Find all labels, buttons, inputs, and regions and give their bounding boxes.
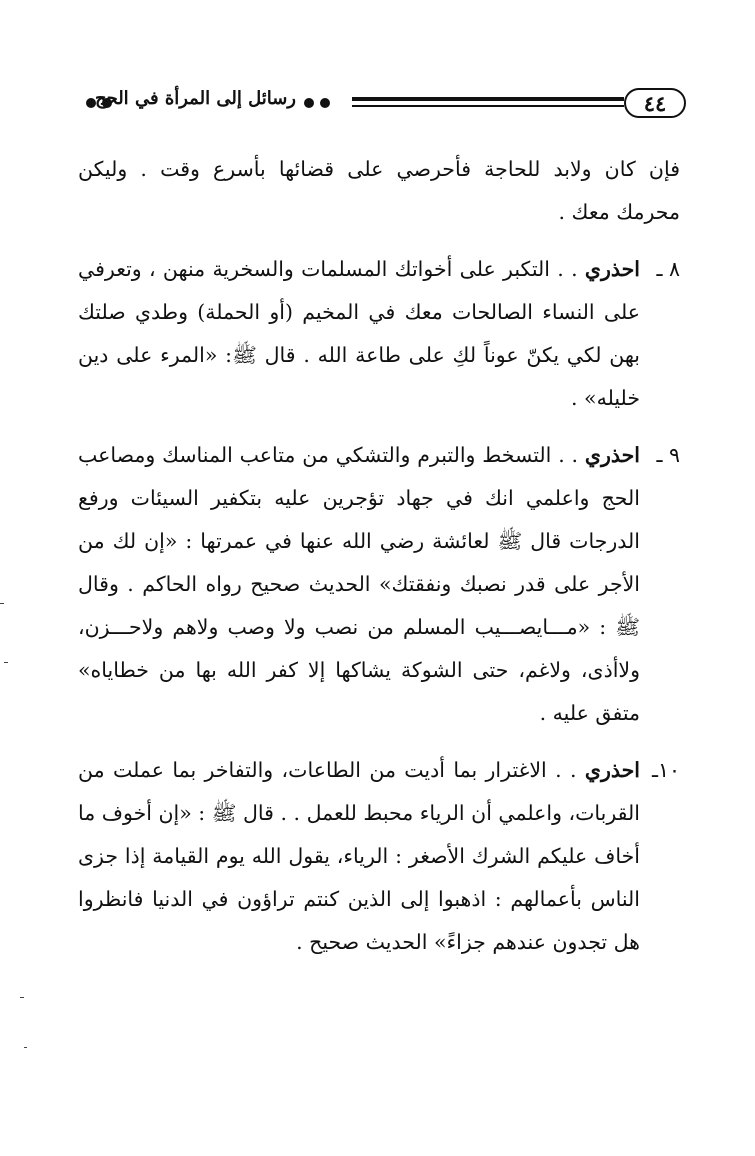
intro-paragraph: فإن كان ولابد للحاجة فأحرصي على قضائها بأسرع وقت . وليكن محرمك معك . bbox=[78, 157, 680, 224]
scan-mark bbox=[0, 603, 4, 604]
list-item-10 bbox=[78, 749, 680, 964]
scan-mark bbox=[20, 997, 24, 998]
item-body-text: . . التكبر على أخواتك المسلمات والسخرية منهن ، وتعرفي على النساء الصالحات معك في المخيم (أو الحملة) وطدي صلتك بهن لكي يكنّ عوناً لكِ على طاعة الله . قال ﷺ: «المرء على دين خليله» . bbox=[78, 257, 640, 410]
running-header bbox=[86, 86, 686, 126]
header-ornament-dots-right bbox=[304, 98, 330, 108]
item-lead: احذري bbox=[584, 443, 640, 467]
list-item-8 bbox=[78, 248, 680, 420]
page-number: ٤٤ bbox=[624, 88, 686, 118]
header-rule bbox=[352, 97, 624, 109]
item-text bbox=[78, 248, 640, 420]
item-body-text: . . الاغترار بما أديت من الطاعات، والتفاخر بما عملت من القربات، واعلمي أن الرياء محبط للعمل . . قال ﷺ : «إن أخوف ما أخاف عليكم الشرك الأصغر : الرياء، يقول الله يوم القيامة إذا جزى الناس بأعمالهم : اذهبوا إلى الذين كنتم تراؤون في الدنيا فانظروا هل تجدون عندهم جزاءً» الحديث صحيح . bbox=[78, 758, 640, 954]
scan-mark bbox=[4, 662, 8, 663]
item-lead: احذري bbox=[584, 257, 640, 281]
page-body bbox=[78, 148, 680, 978]
running-title: رسائل إلى المرأة في الحج bbox=[94, 88, 296, 109]
item-number: ١٠ـ bbox=[651, 758, 680, 782]
item-number: ٨ ـ bbox=[656, 257, 680, 281]
header-rule-thick-line bbox=[352, 97, 624, 101]
item-text bbox=[78, 434, 640, 735]
item-body-text: . . التسخط والتبرم والتشكي من متاعب المناسك ومصاعب الحج واعلمي انك في جهاد تؤجرين عليه بتكفير السيئات ورفع الدرجات قال ﷺ لعائشة رضي الله عنها في عمرتها : «إن لك من الأجر على قدر نصبك ونفقتك» الحديث صحيح رواه الحاكم . وقال ﷺ : «مـــايصـــيب المسلم من نصب ولا وصب ولاهم ولاحـــزن، ولاأذى، ولاغم، حتى الشوكة يشاكها إلا كفر الله بها من خطاياه» متفق عليه . bbox=[78, 443, 640, 725]
item-number: ٩ ـ bbox=[656, 443, 680, 467]
item-text bbox=[78, 749, 640, 964]
list-item-9 bbox=[78, 434, 680, 735]
header-rule-thin-line bbox=[352, 105, 624, 107]
item-lead: احذري bbox=[584, 758, 640, 782]
scan-mark bbox=[24, 1047, 27, 1048]
